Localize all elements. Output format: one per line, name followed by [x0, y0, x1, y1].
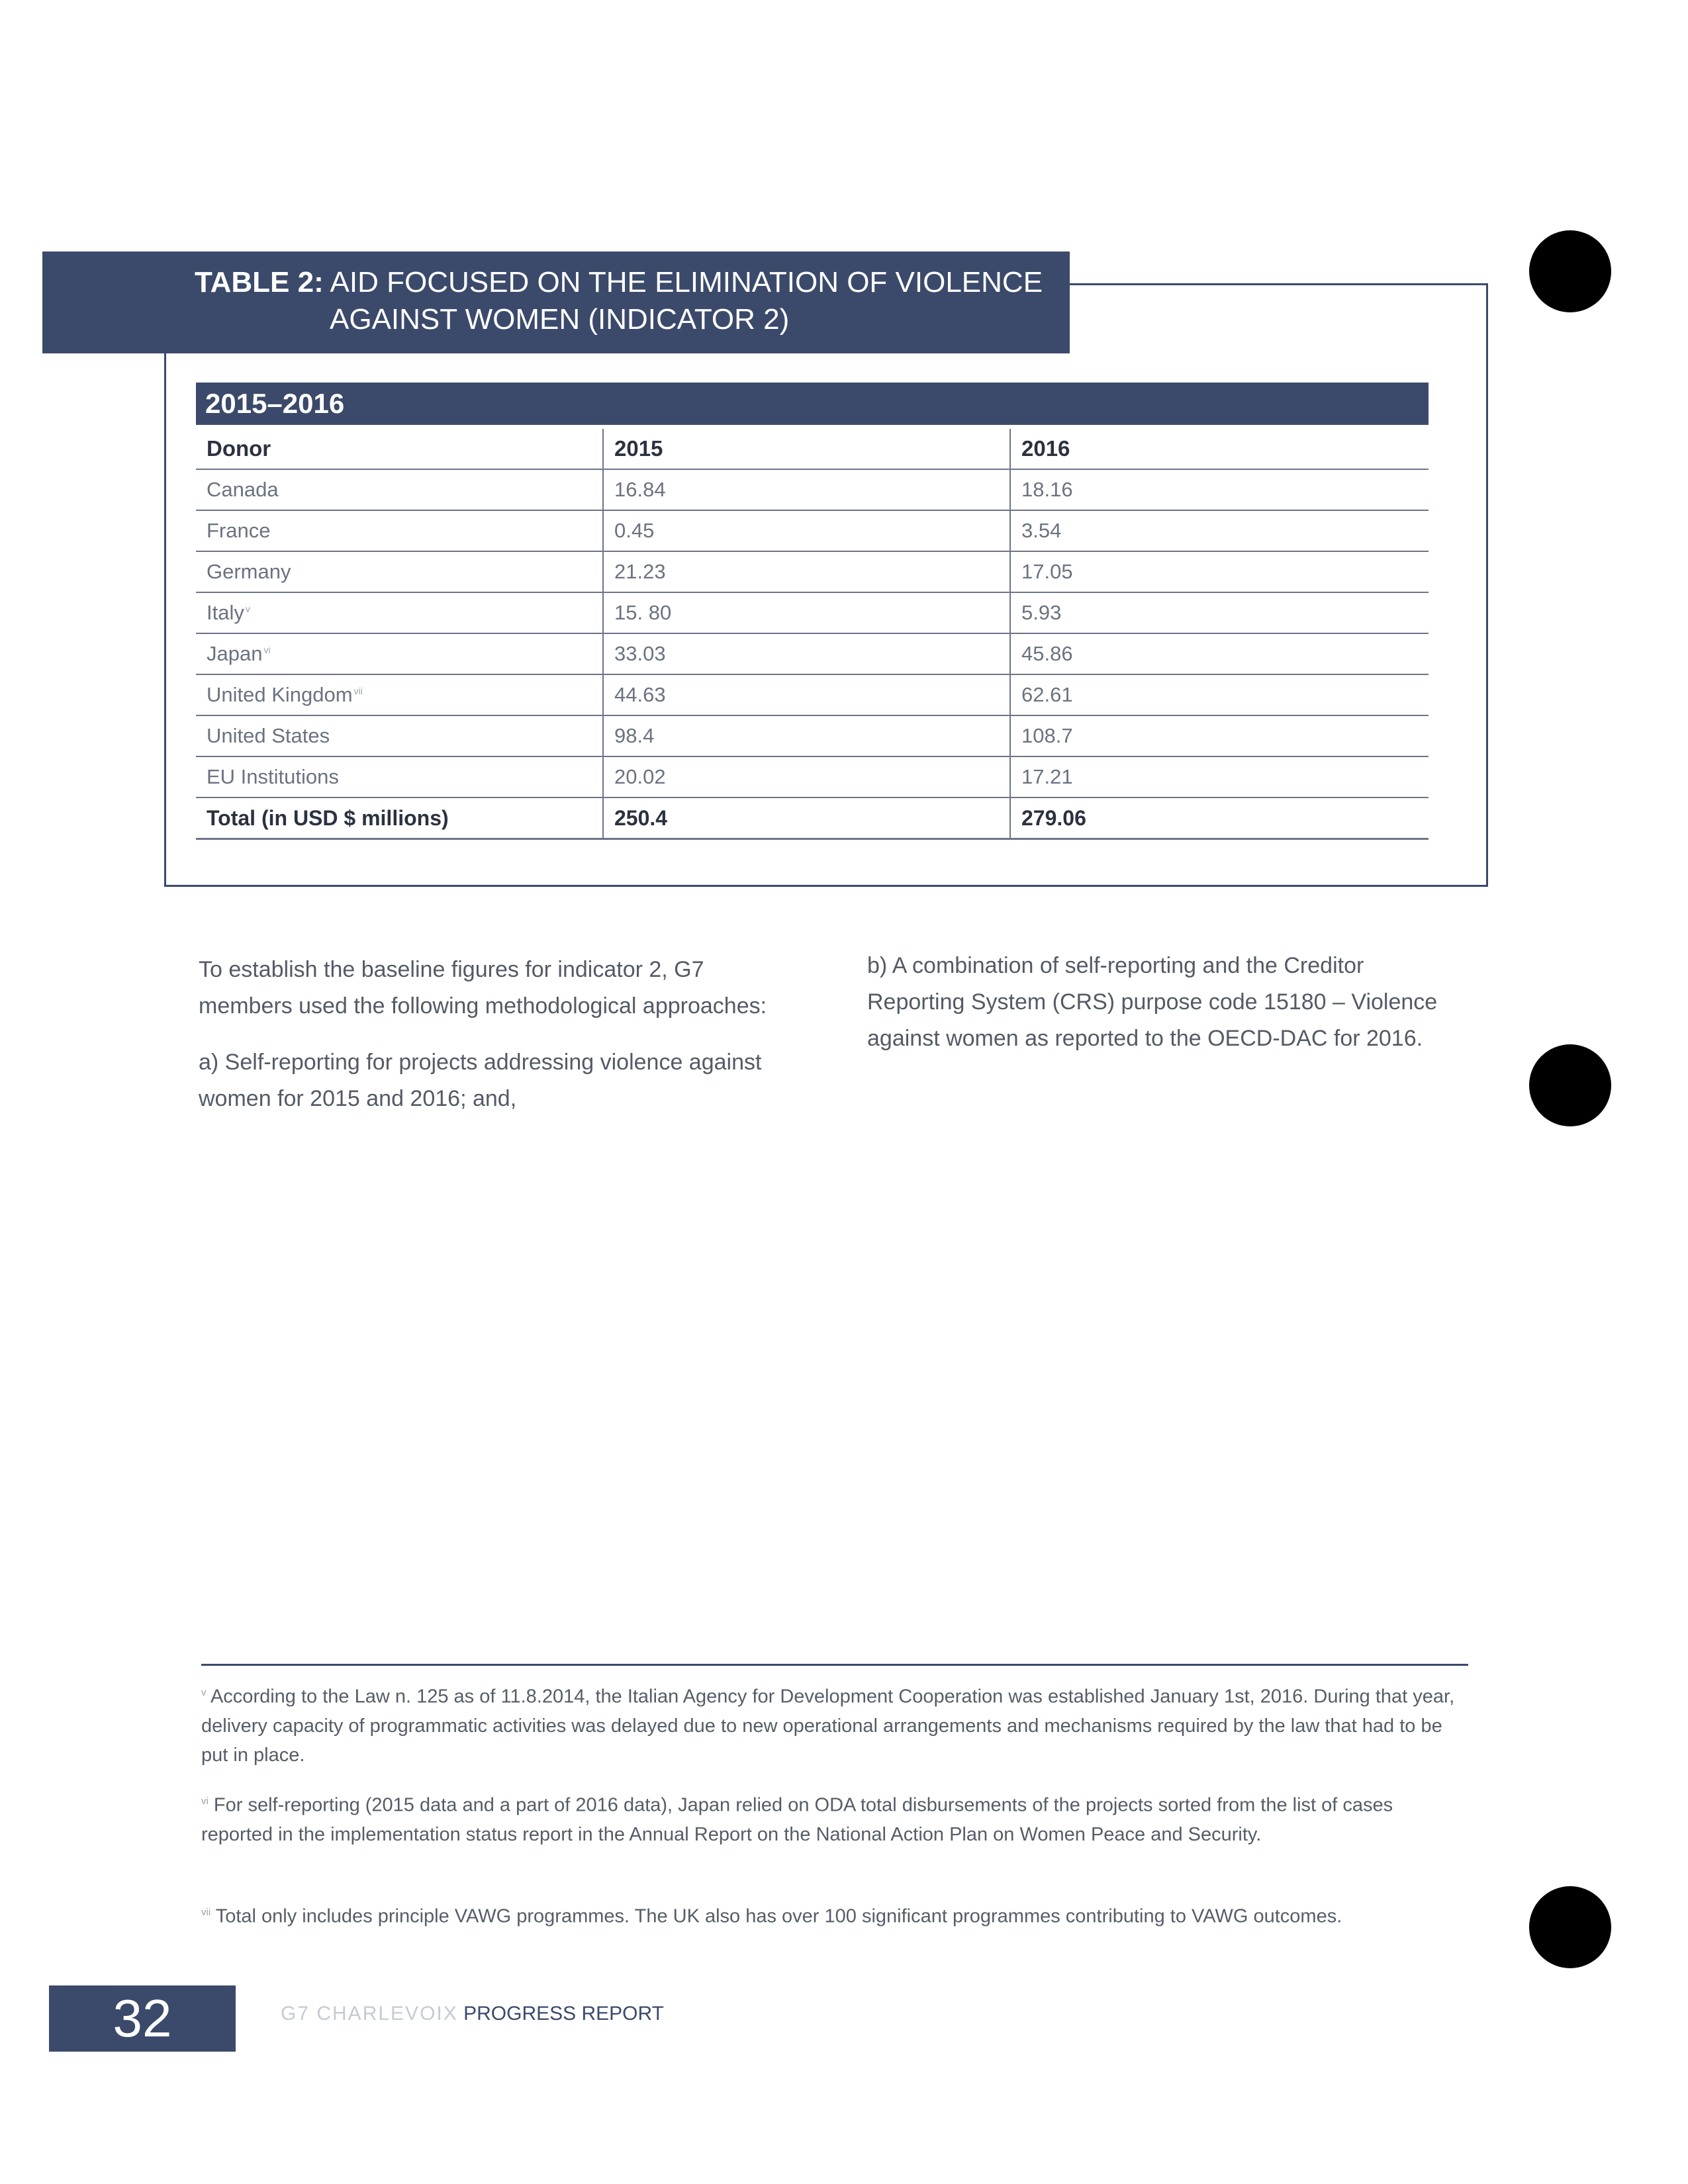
donor-name: United Kingdom	[207, 683, 353, 706]
donor-name: France	[207, 519, 271, 542]
aid-table	[196, 429, 1429, 840]
table-row	[196, 551, 1429, 592]
body-paragraph: a) Self-reporting for projects addressing violence against women for 2015 and 2016; and,	[199, 1050, 762, 1111]
column-header-2015: 2015	[603, 429, 1010, 469]
value-cell-2015: 20.02	[603, 756, 1010, 797]
body-column-right	[867, 948, 1463, 1077]
donor-cell	[196, 469, 603, 510]
value-cell-2016: 3.54	[1010, 510, 1429, 551]
column-header-donor: Donor	[196, 429, 603, 469]
table-header-row	[196, 429, 1429, 469]
donor-name: Japan	[207, 642, 263, 665]
table-period-band: 2015–2016	[196, 383, 1429, 425]
value-cell-2015: 0.45	[603, 510, 1010, 551]
body-column-left	[199, 952, 794, 1137]
donor-name: Germany	[207, 560, 291, 583]
total-2015: 250.4	[603, 797, 1010, 839]
donor-cell	[196, 633, 603, 674]
value-cell-2016: 17.05	[1010, 551, 1429, 592]
table-title-line2: AGAINST WOMEN (INDICATOR 2)	[330, 303, 790, 336]
running-footer	[281, 2003, 664, 2025]
value-cell-2016: 5.93	[1010, 592, 1429, 633]
footnote	[201, 1678, 1468, 1770]
value-cell-2015: 15. 80	[603, 592, 1010, 633]
table-title-line1	[195, 266, 1043, 299]
binder-hole	[1529, 1886, 1611, 1968]
footnote-divider	[201, 1664, 1468, 1666]
value-cell-2015: 33.03	[603, 633, 1010, 674]
value-cell-2016: 17.21	[1010, 756, 1429, 797]
donor-cell	[196, 592, 603, 633]
table-row	[196, 510, 1429, 551]
body-paragraph: b) A combination of self-reporting and the Creditor Reporting System (CRS) purpose code 15180 – Violence against women as reported to the OECD-DAC for 2016.	[867, 953, 1438, 1051]
table-row	[196, 715, 1429, 756]
table-total-row	[196, 797, 1429, 839]
table-row	[196, 633, 1429, 674]
donor-name: United States	[207, 724, 330, 747]
value-cell-2016: 108.7	[1010, 715, 1429, 756]
value-cell-2016: 62.61	[1010, 674, 1429, 715]
donor-cell	[196, 510, 603, 551]
page-number: 32	[49, 1985, 236, 2052]
footer-report-label: PROGRESS REPORT	[463, 2003, 664, 2025]
footnote-marker: vi	[201, 1796, 209, 1807]
binder-hole	[1529, 1044, 1611, 1126]
footnote-text: For self-reporting (2015 data and a part of 2016 data), Japan relied on ODA total disbursements of the projects sorted from the list of cases reported in the implementation status report in the Annual Report on the National Action Plan on Women Peace and Security.	[201, 1794, 1393, 1845]
donor-name: EU Institutions	[207, 765, 339, 788]
value-cell-2015: 16.84	[603, 469, 1010, 510]
table-label: TABLE 2:	[195, 266, 324, 298]
donor-name: Canada	[207, 478, 279, 501]
value-cell-2015: 21.23	[603, 551, 1010, 592]
column-header-2016: 2016	[1010, 429, 1429, 469]
value-cell-2016: 45.86	[1010, 633, 1429, 674]
footnote	[201, 1898, 1468, 1931]
footnote	[201, 1787, 1468, 1849]
footer-faint-title: G7 CHARLEVOIX	[281, 2003, 458, 2025]
table-row	[196, 674, 1429, 715]
donor-cell	[196, 674, 603, 715]
footnote-text: According to the Law n. 125 as of 11.8.2014, the Italian Agency for Development Cooperation was established January 1st, 2016. During that year, delivery capacity of programmatic activities was delayed due to new operational arrangements and mechanisms required by the law that had to be put in place.	[201, 1686, 1455, 1766]
total-label: Total (in USD $ millions)	[196, 797, 603, 839]
footnote-marker: vi	[263, 644, 271, 655]
footnote-marker: v	[245, 603, 250, 614]
total-2016: 279.06	[1010, 797, 1429, 839]
donor-name: Italy	[207, 601, 244, 624]
table-row	[196, 469, 1429, 510]
donor-cell	[196, 756, 603, 797]
value-cell-2016: 18.16	[1010, 469, 1429, 510]
footnote-marker: vii	[201, 1907, 211, 1918]
value-cell-2015: 44.63	[603, 674, 1010, 715]
value-cell-2015: 98.4	[603, 715, 1010, 756]
footnote-marker: vii	[353, 685, 363, 696]
body-paragraph: To establish the baseline figures for indicator 2, G7 members used the following methodological approaches:	[199, 957, 767, 1019]
footnote-text: Total only includes principle VAWG programmes. The UK also has over 100 significant programmes contributing to VAWG outcomes.	[215, 1905, 1342, 1927]
donor-cell	[196, 715, 603, 756]
table-title-text: AID FOCUSED ON THE ELIMINATION OF VIOLENCE	[330, 266, 1043, 298]
donor-cell	[196, 551, 603, 592]
table-title-banner	[42, 251, 1070, 353]
footnote-marker: v	[201, 1687, 207, 1698]
table-row	[196, 592, 1429, 633]
table-row	[196, 756, 1429, 797]
binder-hole	[1529, 230, 1611, 312]
